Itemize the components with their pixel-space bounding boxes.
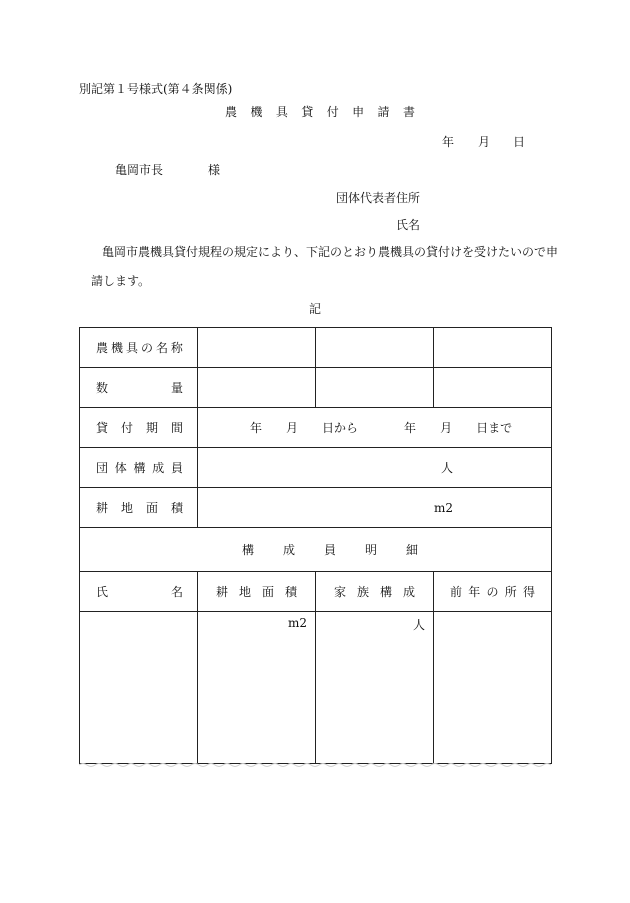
label-char: 称	[170, 341, 183, 355]
title-char: 具	[275, 105, 288, 119]
col-header-income	[434, 572, 552, 612]
label-char: 期	[145, 421, 158, 435]
label-char: 耕	[96, 501, 109, 515]
label-char: 氏	[96, 585, 109, 599]
header-char: 明	[364, 543, 377, 557]
area-unit: m2	[287, 616, 307, 630]
title-char: 農	[225, 105, 238, 119]
name-label: 氏名	[396, 218, 421, 232]
area-field[interactable]	[198, 488, 552, 528]
label-char: 地	[120, 501, 133, 515]
header-char: 員	[323, 543, 336, 557]
period-month-1: 月	[286, 421, 299, 435]
label-char: 間	[170, 421, 183, 435]
label-char: 名	[170, 585, 183, 599]
label-char: 年	[468, 585, 481, 599]
header-char: 構	[242, 543, 255, 557]
ki-label: 記	[309, 302, 322, 316]
label-char: 地	[238, 585, 251, 599]
period-from: 日から	[322, 421, 359, 435]
implement-name-label-cell	[80, 328, 198, 368]
table-row	[80, 408, 552, 448]
implement-name-field-3[interactable]	[434, 328, 552, 368]
label-char: 耕	[216, 585, 229, 599]
application-table	[79, 327, 552, 764]
form-title	[225, 103, 415, 120]
date-day-label: 日	[513, 135, 526, 149]
table-row	[80, 528, 552, 572]
addressee: 亀岡市長	[115, 163, 164, 177]
label-char: 団	[96, 461, 109, 475]
member-name-field[interactable]	[80, 612, 198, 764]
body-text-line-2: 請します。	[91, 274, 151, 288]
family-unit: 人	[412, 618, 425, 632]
quantity-field-2[interactable]	[316, 368, 434, 408]
header-char: 細	[405, 543, 418, 557]
label-char: 具	[125, 341, 138, 355]
area-label-cell	[80, 488, 198, 528]
table-row	[80, 612, 552, 764]
label-char: 量	[170, 381, 183, 395]
label-char: 得	[522, 585, 535, 599]
title-char: 機	[250, 105, 263, 119]
implement-name-field-1[interactable]	[198, 328, 316, 368]
members-label-cell	[80, 448, 198, 488]
table-row	[80, 448, 552, 488]
title-char: 申	[352, 105, 365, 119]
date-year-label: 年	[442, 135, 455, 149]
period-month-2: 月	[440, 421, 453, 435]
period-year-2: 年	[404, 421, 417, 435]
members-unit: 人	[440, 461, 453, 475]
label-char: の	[140, 341, 153, 355]
label-char: 員	[170, 461, 183, 475]
label-char: 農	[96, 341, 109, 355]
members-field[interactable]	[198, 448, 552, 488]
quantity-field-1[interactable]	[198, 368, 316, 408]
title-char: 付	[326, 105, 339, 119]
label-char: 家	[334, 585, 347, 599]
label-char: の	[486, 585, 499, 599]
label-char: 貸	[96, 421, 109, 435]
quantity-label-cell	[80, 368, 198, 408]
body-text-line-1: 亀岡市農機具貸付規程の規定により、下記のとおり農機具の貸付けを受けたいので申	[102, 245, 559, 259]
col-header-area	[198, 572, 316, 612]
quantity-field-3[interactable]	[434, 368, 552, 408]
col-header-family	[316, 572, 434, 612]
label-char: 構	[379, 585, 392, 599]
label-char: 数	[96, 381, 109, 395]
title-char: 貸	[301, 105, 314, 119]
label-char: 名	[155, 341, 168, 355]
table-row	[80, 572, 552, 612]
label-char: 体	[114, 461, 127, 475]
col-header-name	[80, 572, 198, 612]
implement-name-field-2[interactable]	[316, 328, 434, 368]
label-char: 積	[170, 501, 183, 515]
table-row	[80, 368, 552, 408]
member-detail-header	[80, 528, 552, 572]
label-char: 構	[133, 461, 146, 475]
label-char: 機	[110, 341, 123, 355]
torn-edge	[79, 762, 551, 768]
label-char: 所	[504, 585, 517, 599]
table-row	[80, 328, 552, 368]
form-number: 別記第１号様式(第４条関係)	[79, 82, 233, 96]
label-char: 前	[450, 585, 463, 599]
member-income-field[interactable]	[434, 612, 552, 764]
period-year-1: 年	[250, 421, 263, 435]
area-unit: m2	[433, 500, 453, 515]
label-char: 成	[152, 461, 165, 475]
period-label-cell	[80, 408, 198, 448]
title-char: 請	[377, 105, 390, 119]
label-char: 付	[120, 421, 133, 435]
header-char: 成	[282, 543, 295, 557]
member-area-field[interactable]	[198, 612, 316, 764]
honorific: 様	[208, 163, 221, 177]
title-char: 書	[402, 105, 415, 119]
member-family-field[interactable]	[316, 612, 434, 764]
table-row	[80, 488, 552, 528]
representative-address-label: 団体代表者住所	[336, 191, 421, 205]
period-field[interactable]	[198, 408, 552, 448]
date-month-label: 月	[478, 135, 491, 149]
label-char: 面	[261, 585, 274, 599]
label-char: 成	[402, 585, 415, 599]
label-char: 積	[284, 585, 297, 599]
period-to: 日まで	[476, 421, 513, 435]
label-char: 面	[145, 501, 158, 515]
label-char: 族	[356, 585, 369, 599]
